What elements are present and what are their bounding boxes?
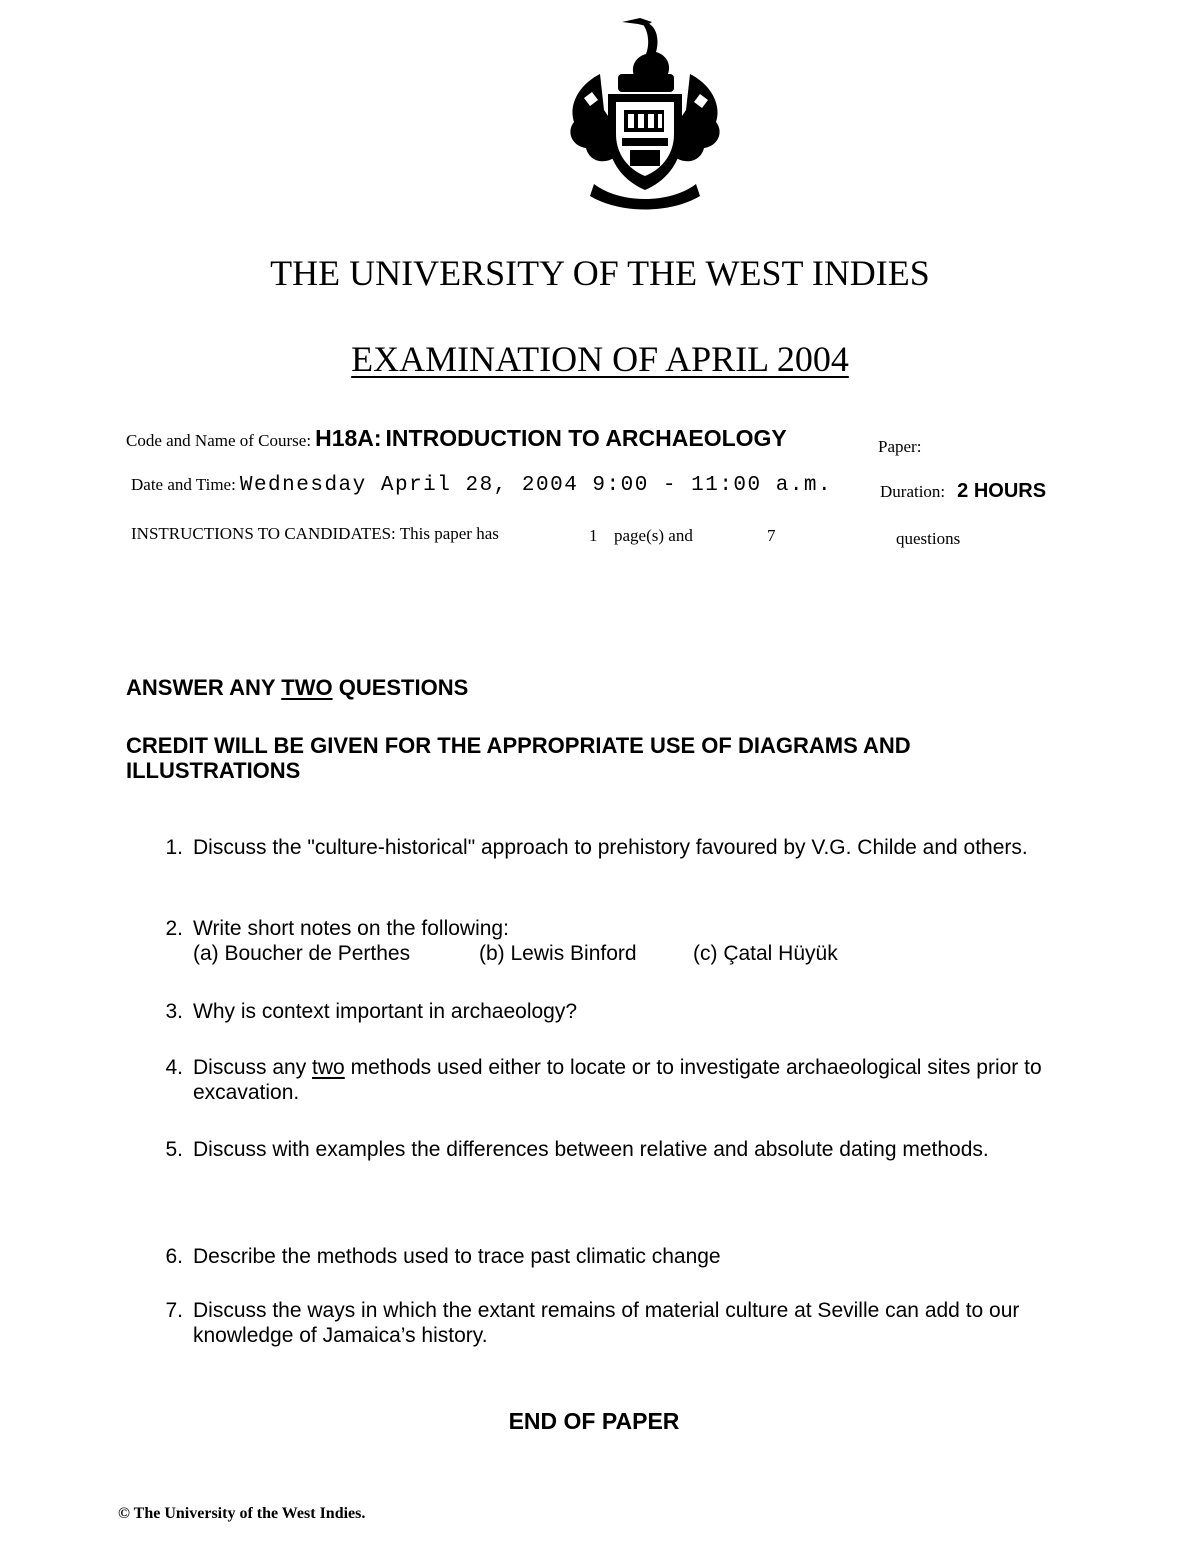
subpart-a: (a) Boucher de Perthes — [193, 942, 411, 965]
course-label: Code and Name of Course: — [126, 431, 312, 450]
datetime-row — [131, 474, 832, 497]
questions-count: 7 — [767, 526, 776, 545]
duration-row — [880, 480, 1046, 503]
questions-label: questions — [896, 529, 961, 548]
question-text-before: Discuss any — [193, 1056, 307, 1079]
copyright: © The University of the West Indies. — [118, 1505, 366, 1522]
university-name: THE UNIVERSITY OF THE WEST INDIES — [270, 253, 930, 293]
question-text: Discuss the "culture-historical" approach to prehistory favoured by V.G. Childe and others. — [193, 836, 1028, 859]
question-emphasis: two — [312, 1056, 345, 1079]
question-7 — [155, 1298, 1090, 1348]
question-number: 5. — [165, 1138, 183, 1161]
question-text-after: methods used either to locate or to investigate archaeological sites prior to excavation. — [193, 1056, 1042, 1104]
question-text: Discuss the ways in which the extant remains of material culture at Seville can add to our knowledge of Jamaica’s history. — [193, 1299, 1020, 1347]
question-number: 7. — [165, 1299, 183, 1322]
question-text: Describe the methods used to trace past climatic change — [193, 1245, 721, 1268]
answer-emphasis: TWO — [281, 675, 333, 700]
subpart-b: (b) Lewis Binford — [479, 942, 637, 965]
question-text — [193, 1055, 1090, 1105]
question-number: 3. — [165, 1000, 183, 1023]
pages-label: page(s) and — [614, 526, 693, 545]
course-name: INTRODUCTION TO ARCHAEOLOGY — [385, 425, 787, 451]
duration-value: 2 HOURS — [957, 480, 1047, 502]
answer-instruction — [126, 675, 468, 701]
question-number: 4. — [165, 1056, 183, 1079]
question-number: 1. — [165, 836, 183, 859]
course-row — [126, 425, 787, 452]
question-number: 2. — [165, 917, 183, 940]
datetime-label: Date and Time: — [131, 475, 236, 494]
university-crest-icon — [560, 14, 730, 214]
pages-count: 1 — [589, 526, 598, 545]
question-1 — [155, 835, 1090, 860]
question-2 — [155, 916, 1090, 966]
course-code: H18A: — [315, 425, 382, 451]
question-2-subparts — [193, 941, 1090, 966]
answer-suffix: QUESTIONS — [338, 675, 469, 700]
question-text: Write short notes on the following: — [193, 917, 509, 940]
exam-title: EXAMINATION OF APRIL 2004 — [351, 339, 849, 379]
question-text: Why is context important in archaeology? — [193, 1000, 578, 1023]
answer-prefix: ANSWER ANY — [126, 675, 276, 700]
question-4 — [155, 1055, 1090, 1105]
paper-label: Paper: — [878, 437, 922, 456]
question-6 — [155, 1244, 1090, 1269]
datetime-value: Wednesday April 28, 2004 9:00 - 11:00 a.m. — [239, 474, 833, 497]
question-5 — [155, 1137, 1090, 1162]
end-of-paper: END OF PAPER — [508, 1408, 680, 1434]
credit-line-2: ILLUSTRATIONS — [126, 758, 301, 783]
question-text: Discuss with examples the differences between relative and absolute dating methods. — [193, 1138, 989, 1161]
instructions-label: INSTRUCTIONS TO CANDIDATES: This paper has — [131, 524, 499, 543]
credit-instruction — [126, 733, 911, 783]
question-3 — [155, 999, 1090, 1024]
credit-line-1: CREDIT WILL BE GIVEN FOR THE APPROPRIATE USE OF DIAGRAMS AND — [126, 733, 911, 758]
duration-label: Duration: — [880, 482, 946, 501]
subpart-c: (c) Çatal Hüyük — [693, 942, 838, 965]
question-number: 6. — [165, 1245, 183, 1268]
